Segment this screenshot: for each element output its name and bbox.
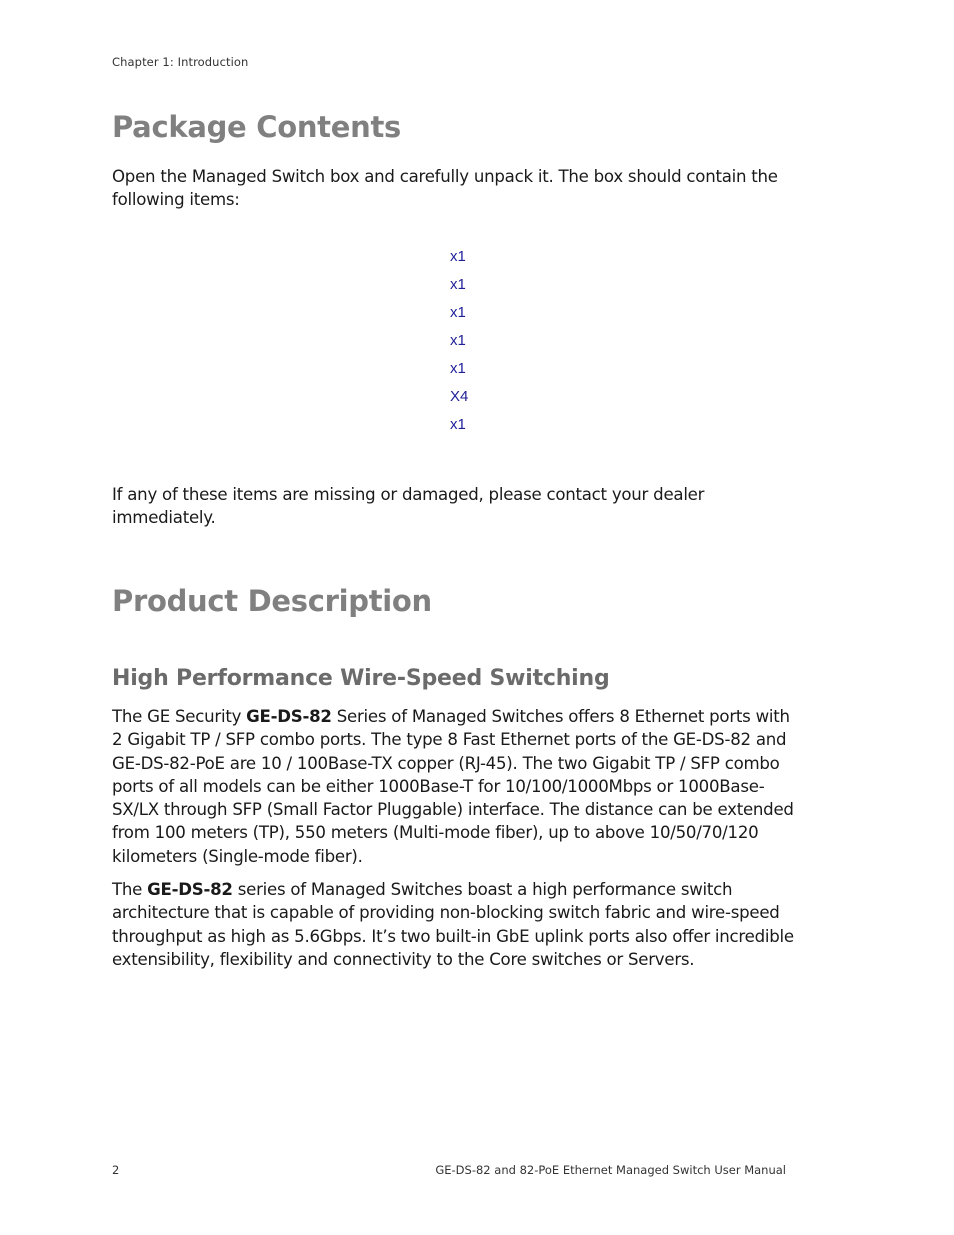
list-item: x1 [450,304,466,321]
list-item: X4 [450,388,469,405]
para2-body: series of Managed Switches boast a high performance switch architecture that is capable of providing non-blocking switch fabric and wire-speed throughput as high as 5.6Gbps. It’s two built-in GbE uplink ports also offer incredible extensibility, flexibility and connectivity to the Core switches or Servers. [112,880,794,969]
package-contents-heading: Package Contents [112,110,401,144]
page-number: 2 [112,1163,120,1177]
para2-prefix: The [112,880,148,899]
wire-speed-subheading: High Performance Wire-Speed Switching [112,666,610,691]
para1-body: Series of Managed Switches offers 8 Ethernet ports with 2 Gigabit TP / SFP combo ports. The type 8 Fast Ethernet ports of the GE-DS-82 and GE-DS-82-PoE are 10 / 100Base-TX copper (RJ-45). The two Gigabit TP / SFP combo ports of all models can be either 1000Base-T for 10/100/1000Mbps or 1000Base-SX/LX through SFP (Small Factor Pluggable) interface. The distance can be extended from 100 meters (TP), 550 meters (Multi-mode fiber), up to above 10/50/70/120 kilometers (Single-mode fiber). [112,707,794,866]
list-item: x1 [450,248,466,265]
product-description-paragraph-1 [112,705,802,868]
list-item: x1 [450,416,466,433]
list-item: x1 [450,360,466,377]
para1-prefix: The GE Security [112,707,247,726]
model-name: GE-DS-82 [246,707,332,726]
package-contents-intro: Open the Managed Switch box and carefully unpack it. The box should contain the following items: [112,167,778,210]
product-description-heading: Product Description [112,584,432,618]
package-quantity-list [450,243,468,439]
model-name: GE-DS-82 [147,880,233,899]
list-item: x1 [450,276,466,293]
running-header: Chapter 1: Introduction [112,55,249,69]
package-contents-closing: If any of these items are missing or damaged, please contact your dealer immediately. [112,485,705,528]
product-description-paragraph-2 [112,878,802,971]
footer-manual-title: GE-DS-82 and 82-PoE Ethernet Managed Switch User Manual [435,1163,786,1177]
list-item: x1 [450,332,466,349]
